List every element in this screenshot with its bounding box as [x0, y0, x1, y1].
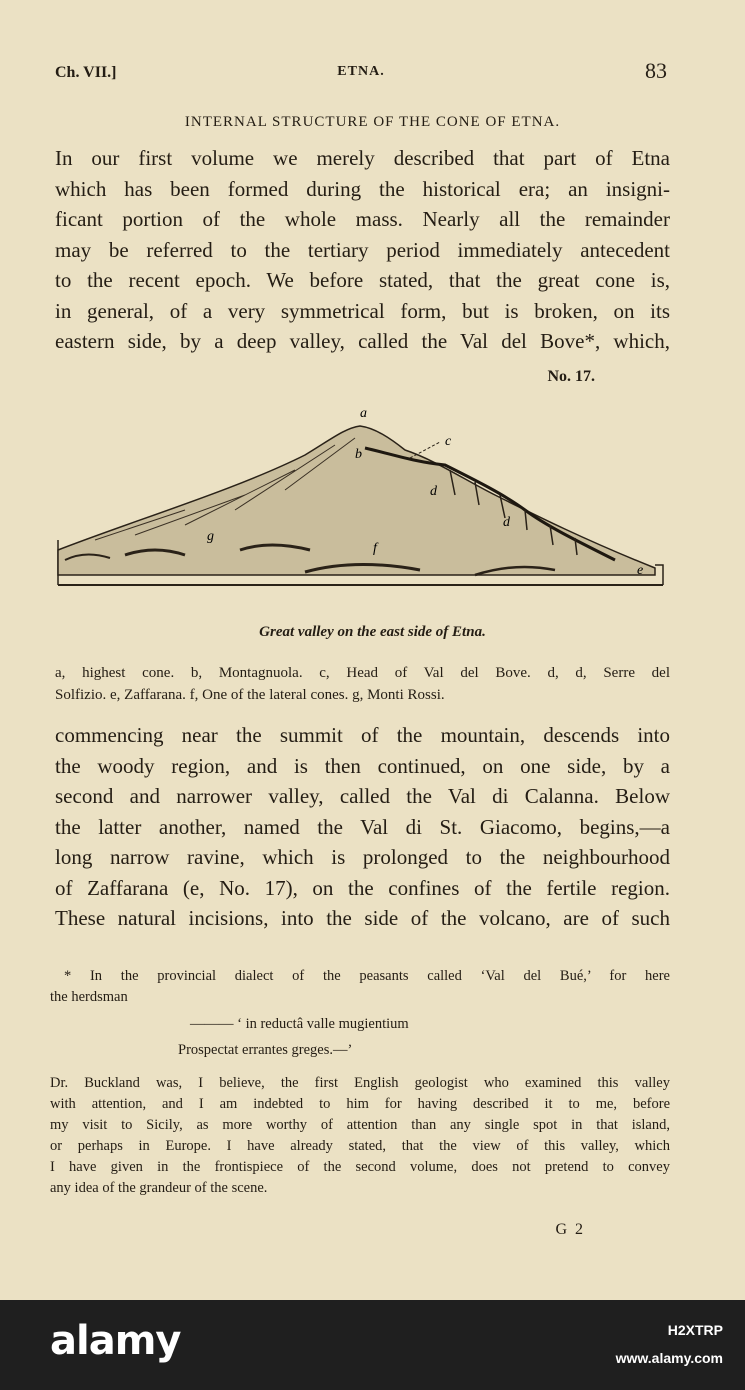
label-f: f [373, 541, 377, 556]
etna-valley-illustration [55, 400, 670, 600]
running-title: ETNA. [337, 64, 385, 79]
paragraph-2 [55, 720, 670, 934]
text-line: which has been formed during the historical era; an insigni- [55, 176, 670, 201]
footnote-line: Dr. Buckland was, I believe, the first English geologist who examined this valley [50, 1075, 670, 1091]
alamy-logo: alamy [50, 1318, 181, 1364]
text-line: the latter another, named the Val di St. Giacomo, begins,—a [55, 814, 670, 839]
label-d-lower: d [503, 515, 510, 530]
text-line: In our first volume we merely described that part of Etna [55, 146, 670, 170]
paragraph-1 [55, 143, 670, 357]
label-a: a [360, 406, 367, 421]
figure-number: No. 17. [547, 368, 595, 385]
footnote-line: my visit to Sicily, as more worthy of attention than any single spot in that island, [50, 1117, 670, 1133]
figure-right-edge [655, 565, 663, 585]
legend-line: a, highest cone. b, Montagnuola. c, Head of Val del Bove. d, d, Serre del [55, 665, 670, 681]
printer-signature: G 2 [555, 1221, 585, 1238]
text-line: These natural incisions, into the side of the volcano, are of such [55, 906, 670, 930]
label-d-upper: d [430, 484, 437, 499]
footnote-line: with attention, and I am indebted to him for having described it to me, before [50, 1096, 670, 1112]
page-number: 83 [645, 58, 667, 83]
footnote-line: any idea of the grandeur of the scene. [50, 1180, 268, 1196]
text-line: commencing near the summit of the mountain, descends into [55, 723, 670, 747]
text-line: eastern side, by a deep valley, called the Val del Bove*, which, [55, 329, 670, 353]
footnote-line: the herdsman [50, 989, 128, 1005]
legend-line: Solfizio. e, Zaffarana. f, One of the lateral cones. g, Monti Rossi. [55, 687, 445, 703]
running-head [55, 60, 667, 88]
label-c-leader [410, 442, 440, 458]
text-line: ficant portion of the whole mass. Nearly all the remainder [55, 207, 670, 231]
text-line: the woody region, and is then continued, on one side, by a [55, 753, 670, 778]
footnote-quote-line-2: Prospectat errantes greges.—’ [178, 1042, 353, 1058]
section-title: INTERNAL STRUCTURE OF THE CONE OF ETNA. [184, 114, 561, 130]
footnote-line: * In the provincial dialect of the peasants called ‘Val del Bué,’ for here [64, 968, 670, 984]
text-line: second and narrower valley, called the Val di Calanna. Below [55, 784, 670, 808]
footnote-body [50, 1073, 670, 1199]
image-id: H2XTRP [667, 1322, 723, 1338]
chapter-label: Ch. VII.] [55, 64, 117, 81]
figure-legend [55, 662, 670, 706]
footnote-quote-line-1: ——— ‘ in reductâ valle mugientium [190, 1016, 409, 1032]
label-g: g [207, 529, 214, 544]
text-line: of Zaffarana (e, No. 17), on the confines of the fertile region. [55, 875, 670, 900]
text-line: to the recent epoch. We before stated, that the great cone is, [55, 268, 670, 292]
figure-caption: Great valley on the east side of Etna. [259, 624, 486, 640]
footnote-line: or perhaps in Europe. I have already stated, that the view of this valley, which [50, 1138, 670, 1154]
label-c: c [445, 434, 452, 449]
text-line: long narrow ravine, which is prolonged to the neighbourhood [55, 845, 670, 869]
footnote-line: I have given in the frontispiece of the second volume, does not pretend to convey [50, 1159, 670, 1175]
text-line: in general, of a very symmetrical form, but is broken, on its [55, 298, 670, 323]
footnote-intro [50, 966, 670, 1008]
watermark-url: www.alamy.com [615, 1350, 723, 1366]
label-b: b [355, 447, 362, 462]
text-line: may be referred to the tertiary period immediately antecedent [55, 237, 670, 262]
label-e: e [637, 563, 644, 578]
